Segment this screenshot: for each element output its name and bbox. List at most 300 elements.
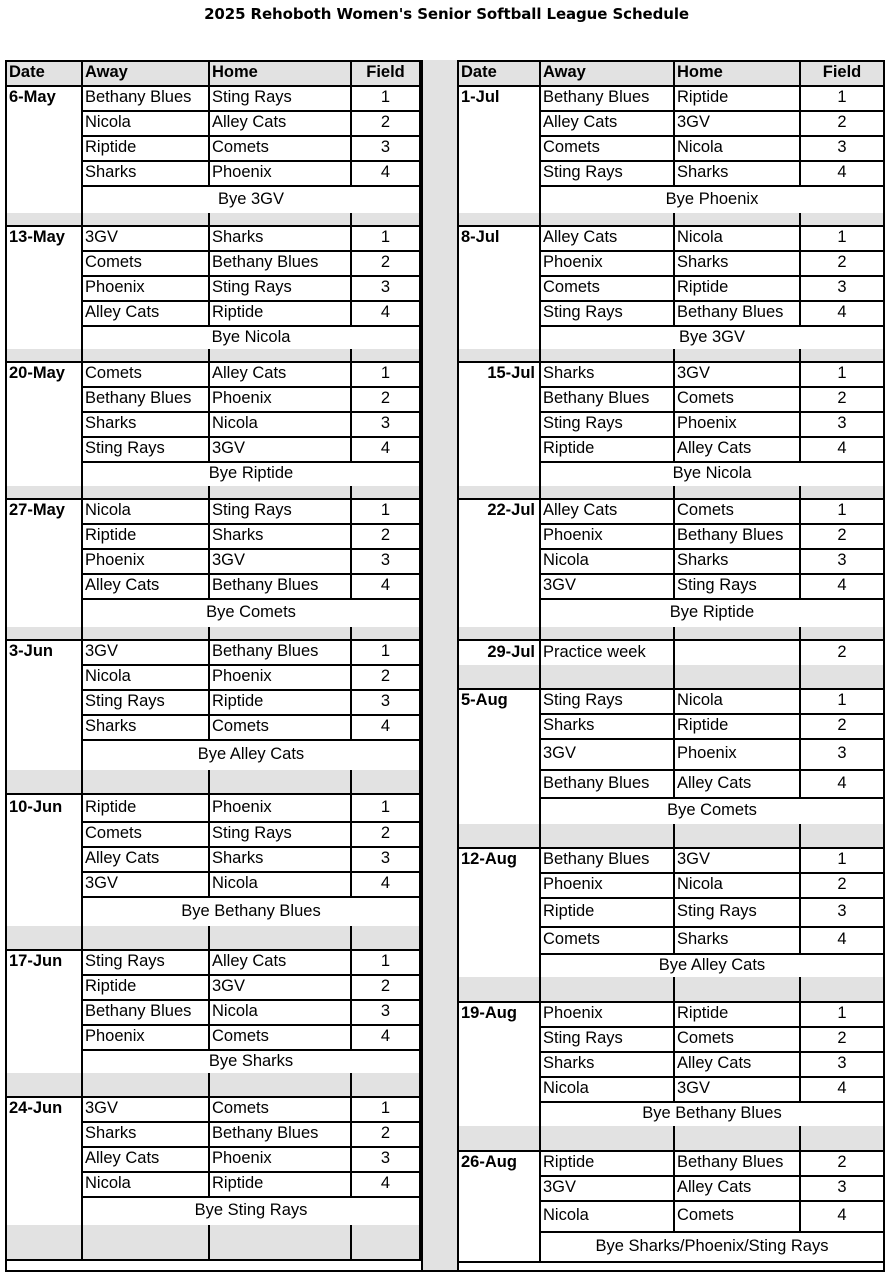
away-team: Sharks <box>85 1124 137 1142</box>
rule <box>350 213 352 225</box>
home-team: Nicola <box>677 138 723 156</box>
rule <box>81 60 83 85</box>
week-date: 20-May <box>9 364 65 382</box>
away-team: Riptide <box>85 526 137 544</box>
away-team: Riptide <box>85 797 137 816</box>
rule <box>673 411 675 436</box>
home-team: Bethany Blues <box>212 642 319 660</box>
field-number: 2 <box>380 1124 391 1142</box>
rule <box>799 926 801 953</box>
week-date: 5-Aug <box>461 691 508 709</box>
away-team: Nicola <box>543 1206 589 1224</box>
rule <box>673 225 675 250</box>
rule <box>673 1001 675 1026</box>
rule <box>673 639 675 665</box>
home-team: 3GV <box>677 850 711 868</box>
field-number: 4 <box>380 163 391 181</box>
away-team: Bethany Blues <box>85 389 192 407</box>
rule <box>673 60 675 85</box>
rule <box>208 1024 210 1049</box>
field-number: 4 <box>380 717 391 735</box>
shaded-spacer <box>457 824 885 847</box>
field-number: 4 <box>837 303 847 321</box>
week-date: 19-Aug <box>461 1004 517 1022</box>
rule <box>5 1270 885 1272</box>
field-number: 4 <box>837 1206 847 1224</box>
rule <box>673 1051 675 1076</box>
rule <box>799 361 801 386</box>
rule <box>539 349 541 361</box>
rule <box>208 1121 210 1146</box>
rule <box>5 60 7 1272</box>
shaded-spacer <box>5 770 421 793</box>
rule <box>457 1261 885 1263</box>
rule <box>208 974 210 999</box>
rule <box>673 977 675 1001</box>
home-team: Alley Cats <box>212 952 287 970</box>
away-team: Sting Rays <box>543 1029 623 1047</box>
rule <box>350 1225 352 1259</box>
home-team: 3GV <box>212 439 246 457</box>
field-number: 1 <box>380 501 391 519</box>
rule <box>799 769 801 797</box>
rule <box>539 85 541 213</box>
rule <box>673 1126 675 1150</box>
home-team: Alley Cats <box>677 439 752 457</box>
field-number: 4 <box>837 163 847 181</box>
away-team: 3GV <box>543 576 577 594</box>
column-header: Date <box>9 63 45 81</box>
away-team: Sting Rays <box>543 163 623 181</box>
rule <box>799 135 801 160</box>
away-team: Bethany Blues <box>85 1002 192 1020</box>
rule <box>350 1121 352 1146</box>
field-number: 4 <box>380 874 391 892</box>
home-team: Phoenix <box>677 414 737 432</box>
rule <box>81 793 83 926</box>
away-team: Phoenix <box>85 278 145 296</box>
rule <box>457 60 885 62</box>
away-team: Nicola <box>85 1174 131 1192</box>
rule <box>350 225 352 250</box>
away-team: 3GV <box>85 642 119 660</box>
away-team: Bethany Blues <box>543 773 650 792</box>
home-team: Phoenix <box>212 1149 272 1167</box>
home-team: Sharks <box>677 253 729 271</box>
rule <box>81 926 83 949</box>
away-team: Alley Cats <box>85 303 160 321</box>
home-team: Alley Cats <box>212 364 287 382</box>
schedule-table <box>5 60 885 1272</box>
home-team: Riptide <box>677 278 729 296</box>
rule <box>539 665 541 688</box>
rule <box>673 824 675 847</box>
field-number: 2 <box>380 253 391 271</box>
home-team: Nicola <box>677 875 723 893</box>
away-team: Phoenix <box>543 526 603 544</box>
bye-note: Bye Sting Rays <box>194 1201 308 1219</box>
week-date: 15-Jul <box>487 364 535 382</box>
home-team: Alley Cats <box>677 1178 752 1196</box>
rule <box>350 361 352 386</box>
home-team: Sharks <box>677 551 729 569</box>
home-team: Sting Rays <box>677 576 757 594</box>
rule <box>673 110 675 135</box>
rule <box>539 1126 541 1150</box>
home-team: Phoenix <box>212 163 272 181</box>
rule <box>673 573 675 598</box>
column-header: Away <box>543 63 586 81</box>
rule <box>673 1026 675 1051</box>
home-team: Comets <box>212 1027 269 1045</box>
field-number: 3 <box>380 1002 391 1020</box>
home-team: Phoenix <box>212 667 272 685</box>
rule <box>350 135 352 160</box>
rule <box>81 639 83 770</box>
page-title: 2025 Rehoboth Women's Senior Softball League Schedule <box>204 5 689 23</box>
away-team: 3GV <box>85 874 119 892</box>
rule <box>208 498 210 523</box>
rule <box>673 847 675 872</box>
shaded-spacer <box>457 486 885 498</box>
rule <box>208 486 210 498</box>
rule <box>81 949 83 1073</box>
rule <box>350 85 352 110</box>
rule <box>539 486 541 498</box>
field-number: 4 <box>380 576 391 594</box>
away-team: Alley Cats <box>543 228 618 246</box>
rule <box>350 386 352 411</box>
rule <box>673 548 675 573</box>
rule <box>799 872 801 897</box>
field-number: 4 <box>837 439 847 457</box>
home-team: Comets <box>212 1099 269 1117</box>
home-team: Alley Cats <box>677 1054 752 1072</box>
rule <box>350 821 352 846</box>
rule <box>208 949 210 974</box>
rule <box>799 386 801 411</box>
bye-note: Bye Riptide <box>208 464 294 482</box>
week-date: 27-May <box>9 501 65 519</box>
rule <box>208 846 210 871</box>
field-number: 3 <box>837 414 847 432</box>
bye-note: Bye Comets <box>206 603 296 621</box>
column-header: Away <box>85 63 128 81</box>
rule <box>208 349 210 361</box>
home-team: Riptide <box>677 88 729 106</box>
rule <box>350 871 352 896</box>
home-team: Comets <box>677 1206 734 1224</box>
field-number: 1 <box>837 691 847 709</box>
rule <box>350 664 352 689</box>
rule <box>81 213 83 225</box>
week-date: 17-Jun <box>9 952 63 970</box>
bye-note: Bye Riptide <box>669 603 755 621</box>
away-team: Comets <box>85 364 142 382</box>
bye-note: Bye Sharks/Phoenix/Sting Rays <box>595 1236 829 1255</box>
rule <box>799 300 801 325</box>
field-number: 1 <box>380 1099 391 1117</box>
field-number: 2 <box>380 667 391 685</box>
rule <box>350 974 352 999</box>
away-team: 3GV <box>85 1099 119 1117</box>
home-team: Sting Rays <box>212 824 292 842</box>
shaded-spacer <box>5 213 421 225</box>
field-number: 4 <box>837 773 847 792</box>
home-team: Phoenix <box>677 744 737 762</box>
field-number: 1 <box>380 88 391 106</box>
rule <box>673 300 675 325</box>
rule <box>799 1026 801 1051</box>
rule <box>350 770 352 793</box>
home-team: Comets <box>212 138 269 156</box>
field-number: 4 <box>380 1027 391 1045</box>
rule <box>208 135 210 160</box>
rule <box>208 770 210 793</box>
away-team: Riptide <box>543 1153 595 1171</box>
rule <box>539 361 541 486</box>
rule <box>208 361 210 386</box>
field-number: 3 <box>837 1178 847 1196</box>
away-team: Sting Rays <box>543 414 623 432</box>
field-number: 1 <box>380 642 391 660</box>
home-team: Bethany Blues <box>212 253 319 271</box>
rule <box>350 793 352 821</box>
field-number: 4 <box>380 303 391 321</box>
away-team: Comets <box>85 824 142 842</box>
field-number: 3 <box>837 1054 847 1072</box>
away-team: Bethany Blues <box>543 389 650 407</box>
rule <box>81 361 83 486</box>
field-number: 3 <box>837 902 847 920</box>
rule <box>81 349 83 361</box>
field-number: 2 <box>837 642 847 661</box>
rule <box>799 688 801 713</box>
field-number: 2 <box>380 526 391 544</box>
field-number: 1 <box>837 850 847 868</box>
rule <box>539 60 541 85</box>
field-number: 1 <box>837 228 847 246</box>
rule <box>539 639 541 665</box>
rule <box>673 250 675 275</box>
shaded-spacer <box>457 213 885 225</box>
home-team: Riptide <box>212 303 264 321</box>
rule <box>208 160 210 185</box>
rule <box>350 160 352 185</box>
rule <box>799 897 801 926</box>
away-team: Sting Rays <box>85 952 165 970</box>
rule <box>350 498 352 523</box>
away-team: Sharks <box>543 716 595 734</box>
rule <box>208 871 210 896</box>
rule <box>457 60 459 1272</box>
away-team: Alley Cats <box>85 849 160 867</box>
week-date: 24-Jun <box>9 1099 63 1117</box>
field-number: 1 <box>837 1004 847 1022</box>
rule <box>673 872 675 897</box>
rule <box>208 1073 210 1096</box>
away-team: Phoenix <box>543 875 603 893</box>
bye-note: Bye Nicola <box>211 327 291 346</box>
rule <box>208 1225 210 1259</box>
field-number: 4 <box>837 576 847 594</box>
away-team: Alley Cats <box>85 576 160 594</box>
rule <box>208 627 210 639</box>
shaded-spacer <box>457 977 885 1001</box>
away-team: Comets <box>543 278 600 296</box>
rule <box>539 977 541 1001</box>
column-header: Field <box>366 63 405 81</box>
home-team: Alley Cats <box>677 773 752 792</box>
away-team: Comets <box>85 253 142 271</box>
home-team: Sting Rays <box>212 278 292 296</box>
rule <box>350 999 352 1024</box>
rule <box>81 627 83 639</box>
shaded-spacer <box>5 627 421 639</box>
rule <box>799 213 801 225</box>
rule <box>208 85 210 110</box>
field-number: 2 <box>837 1153 847 1171</box>
rule <box>350 1146 352 1171</box>
rule <box>350 110 352 135</box>
rule <box>5 1259 421 1261</box>
field-number: 2 <box>837 253 847 271</box>
bye-note: Bye Bethany Blues <box>642 1104 782 1122</box>
bye-note: Bye Comets <box>667 801 757 819</box>
field-number: 1 <box>380 228 391 246</box>
field-number: 2 <box>837 716 847 734</box>
away-team: Sting Rays <box>543 303 623 321</box>
away-team: Sting Rays <box>85 692 165 710</box>
week-date: 22-Jul <box>487 501 535 519</box>
rule <box>350 1073 352 1096</box>
rule <box>799 977 801 1001</box>
rule <box>799 1076 801 1101</box>
rule <box>208 386 210 411</box>
home-team: Nicola <box>212 874 258 892</box>
shaded-spacer <box>5 1225 421 1259</box>
rule <box>673 627 675 639</box>
rule <box>799 411 801 436</box>
rule <box>350 486 352 498</box>
rule <box>799 627 801 639</box>
rule <box>539 498 541 627</box>
rule <box>673 1150 675 1175</box>
home-team: Bethany Blues <box>212 576 319 594</box>
rule <box>673 665 675 688</box>
home-team: Sharks <box>212 849 264 867</box>
away-team: Phoenix <box>543 253 603 271</box>
week-date: 1-Jul <box>461 88 500 106</box>
rule <box>539 824 541 847</box>
field-number: 4 <box>380 439 391 457</box>
rule <box>208 250 210 275</box>
away-team: Sting Rays <box>85 439 165 457</box>
home-team: Sharks <box>212 526 264 544</box>
bye-note: Bye Nicola <box>672 464 752 482</box>
bye-note: Bye Bethany Blues <box>181 901 321 920</box>
away-team: Nicola <box>85 501 131 519</box>
away-team: 3GV <box>543 744 577 762</box>
rule <box>799 60 801 85</box>
bye-note: Bye Sharks <box>208 1051 294 1070</box>
away-team: Comets <box>543 138 600 156</box>
column-header: Home <box>677 63 723 81</box>
rule <box>208 1146 210 1171</box>
home-team: 3GV <box>677 1079 711 1097</box>
field-number: 3 <box>380 138 391 156</box>
home-team: Nicola <box>212 1002 258 1020</box>
home-team: Sting Rays <box>212 501 292 519</box>
rule <box>350 436 352 461</box>
rule <box>208 926 210 949</box>
home-team: Bethany Blues <box>677 303 784 321</box>
rule <box>81 1225 83 1259</box>
rule <box>673 769 675 797</box>
rule <box>799 498 801 523</box>
bye-note: Bye Alley Cats <box>197 745 305 763</box>
away-team: Nicola <box>543 551 589 569</box>
rule <box>799 548 801 573</box>
home-team: Phoenix <box>212 797 272 816</box>
rule <box>81 770 83 793</box>
rule <box>208 110 210 135</box>
field-number: 2 <box>837 526 847 544</box>
rule <box>350 523 352 548</box>
field-number: 2 <box>837 113 847 131</box>
rule <box>799 486 801 498</box>
rule <box>350 714 352 739</box>
shaded-spacer <box>5 486 421 498</box>
rule <box>350 411 352 436</box>
rule <box>350 1024 352 1049</box>
rule <box>208 1096 210 1121</box>
away-team: Phoenix <box>85 1027 145 1045</box>
home-team: 3GV <box>212 551 246 569</box>
rule <box>208 411 210 436</box>
field-number: 3 <box>380 1149 391 1167</box>
bye-note: Bye Phoenix <box>665 189 759 208</box>
rule <box>799 250 801 275</box>
rule <box>673 738 675 769</box>
rule <box>350 1171 352 1196</box>
rule <box>208 275 210 300</box>
rule <box>673 926 675 953</box>
rule <box>350 300 352 325</box>
away-team: Phoenix <box>543 1004 603 1022</box>
home-team: 3GV <box>677 364 711 382</box>
week-date: 8-Jul <box>461 228 500 246</box>
rule <box>799 110 801 135</box>
field-number: 1 <box>837 364 847 382</box>
field-number: 4 <box>380 1174 391 1192</box>
rule <box>673 713 675 738</box>
field-number: 4 <box>837 930 847 948</box>
rule <box>673 486 675 498</box>
rule <box>539 627 541 639</box>
away-team: Sharks <box>85 717 137 735</box>
rule <box>81 1073 83 1096</box>
shaded-spacer <box>457 627 885 639</box>
away-team: Alley Cats <box>85 1149 160 1167</box>
away-team: Riptide <box>85 977 137 995</box>
rule <box>673 1200 675 1231</box>
week-date: 12-Aug <box>461 850 517 868</box>
rule <box>208 300 210 325</box>
rule <box>799 275 801 300</box>
home-team: Bethany Blues <box>677 526 784 544</box>
shaded-spacer <box>5 349 421 361</box>
